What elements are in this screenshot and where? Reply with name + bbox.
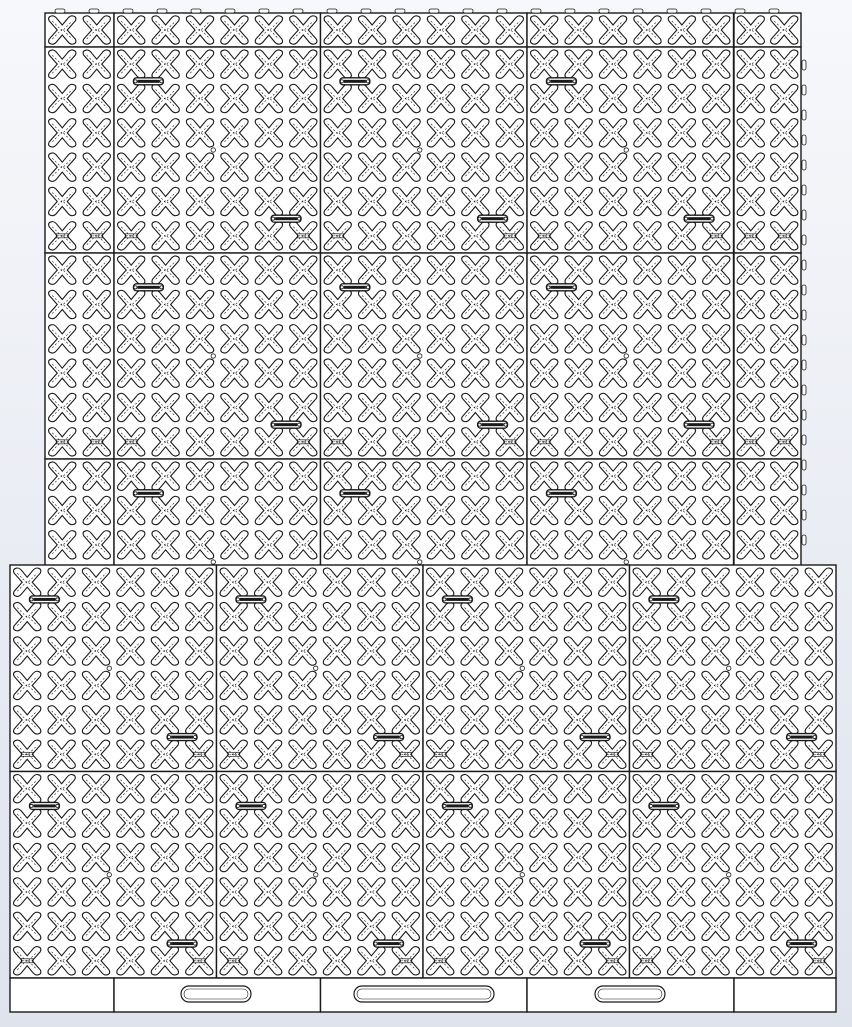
tile-outline — [734, 47, 801, 253]
tile — [630, 565, 837, 772]
tile — [45, 13, 114, 47]
edge-nub — [429, 9, 439, 13]
edge-nub — [293, 9, 303, 13]
center-hole — [624, 148, 628, 152]
tile — [734, 13, 801, 47]
connector-clip — [167, 734, 197, 741]
edge-nub — [802, 510, 806, 520]
tile — [45, 253, 114, 459]
edge-nub — [633, 9, 643, 13]
tile — [217, 772, 424, 979]
center-hole — [418, 354, 422, 358]
edge-nub — [327, 9, 337, 13]
tile — [114, 13, 321, 47]
edge-segment — [734, 978, 836, 1012]
connector-clip — [374, 734, 404, 741]
connector-clip — [787, 940, 817, 947]
center-hole — [418, 560, 422, 564]
tile — [321, 253, 528, 459]
center-hole — [314, 873, 318, 877]
edge-nub — [463, 9, 473, 13]
edge-nub — [667, 9, 677, 13]
handle-slot — [595, 986, 665, 1002]
connector-clip — [236, 802, 266, 809]
tile — [10, 772, 217, 979]
edge-nub — [802, 235, 806, 245]
connector-clip — [478, 421, 508, 428]
tile-outline — [45, 253, 114, 459]
connector-clip — [649, 596, 679, 603]
edge-nub — [802, 310, 806, 320]
edge-nub — [701, 9, 711, 13]
tile — [734, 253, 801, 459]
connector-clip — [167, 940, 197, 947]
edge-nub — [769, 9, 779, 13]
connector-clip — [787, 734, 817, 741]
edge-nub — [802, 160, 806, 170]
edge-nub — [802, 185, 806, 195]
edge-nub — [565, 9, 575, 13]
tile — [217, 565, 424, 772]
edge-nub — [497, 9, 507, 13]
connector-clip — [546, 78, 576, 85]
edge-segment — [10, 978, 114, 1012]
connector-clip — [478, 215, 508, 222]
edge-nub — [802, 335, 806, 345]
tile — [10, 565, 217, 772]
edge-nub — [157, 9, 167, 13]
tile — [423, 772, 630, 979]
edge-nub — [802, 135, 806, 145]
edge-nub — [802, 535, 806, 545]
edge-nub — [802, 110, 806, 120]
edge-nub — [802, 410, 806, 420]
edge-nub — [191, 9, 201, 13]
connector-clip — [649, 802, 679, 809]
center-hole — [107, 873, 111, 877]
tile-outline — [734, 253, 801, 459]
edge-strip — [10, 978, 836, 1012]
connector-clip — [442, 802, 472, 809]
edge-nub — [802, 85, 806, 95]
edge-nub — [225, 9, 235, 13]
edge-nub — [361, 9, 371, 13]
edge-nub — [55, 9, 65, 13]
connector-clip — [580, 734, 610, 741]
connector-clip — [546, 490, 576, 497]
tile — [45, 47, 114, 253]
edge-nub — [802, 360, 806, 370]
connector-clip — [442, 596, 472, 603]
handle-slot — [354, 986, 494, 1002]
edge-nub — [802, 435, 806, 445]
handle-slot — [181, 986, 251, 1002]
center-hole — [211, 148, 215, 152]
edge-nub — [802, 60, 806, 70]
center-hole — [107, 666, 111, 670]
tile-outline — [45, 13, 114, 47]
edge-nub — [802, 485, 806, 495]
tile — [734, 47, 801, 253]
edge-nub — [802, 210, 806, 220]
edge-nub — [802, 260, 806, 270]
edge-nub — [89, 9, 99, 13]
connector-clip — [340, 490, 370, 497]
tile — [114, 47, 321, 253]
edge-nub — [802, 460, 806, 470]
edge-nub — [802, 285, 806, 295]
connector-clip — [271, 421, 301, 428]
center-hole — [624, 354, 628, 358]
center-hole — [624, 560, 628, 564]
center-hole — [314, 666, 318, 670]
edge-nub — [802, 385, 806, 395]
connector-clip — [546, 284, 576, 291]
connector-clip — [340, 284, 370, 291]
tile — [114, 253, 321, 459]
edge-nub — [599, 9, 609, 13]
tile — [423, 565, 630, 772]
edge-nub — [123, 9, 133, 13]
connector-clip — [133, 490, 163, 497]
center-hole — [727, 873, 731, 877]
lower-tile-section — [10, 565, 836, 978]
center-hole — [211, 354, 215, 358]
connector-clip — [29, 596, 59, 603]
center-hole — [418, 148, 422, 152]
connector-clip — [133, 284, 163, 291]
tile — [527, 253, 734, 459]
tile — [321, 13, 528, 47]
tile — [527, 47, 734, 253]
edge-nub — [395, 9, 405, 13]
center-hole — [520, 873, 524, 877]
tile-outline — [45, 47, 114, 253]
center-hole — [211, 560, 215, 564]
connector-clip — [236, 596, 266, 603]
center-hole — [520, 666, 524, 670]
edge-nub — [735, 9, 745, 13]
edge-nub — [531, 9, 541, 13]
connector-clip — [374, 940, 404, 947]
center-hole — [727, 666, 731, 670]
connector-clip — [684, 215, 714, 222]
tile-outline — [734, 13, 801, 47]
connector-clip — [29, 802, 59, 809]
connector-clip — [580, 940, 610, 947]
edge-nub — [259, 9, 269, 13]
tile — [630, 772, 837, 979]
connector-clip — [684, 421, 714, 428]
connector-clip — [340, 78, 370, 85]
connector-clip — [271, 215, 301, 222]
tile — [527, 13, 734, 47]
tile — [321, 47, 528, 253]
connector-clip — [133, 78, 163, 85]
